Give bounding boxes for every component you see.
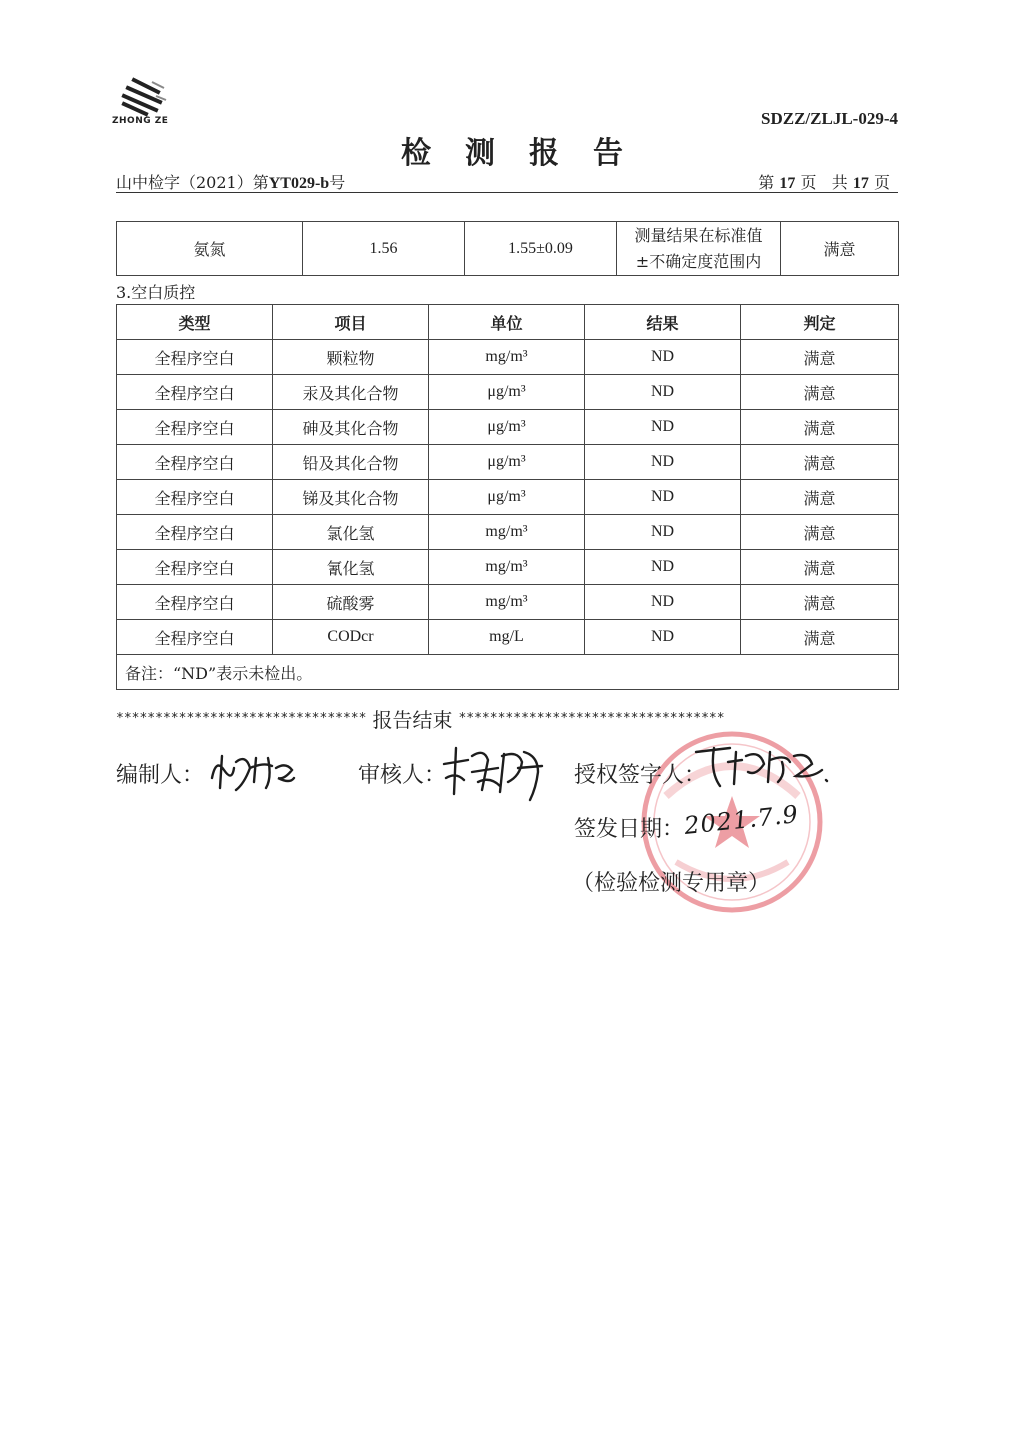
issue-date-value: 2021.7.9 [682, 800, 801, 840]
result-cell: ND [585, 585, 741, 620]
judge-cell: 满意 [741, 340, 899, 375]
type-cell: 全程序空白 [117, 340, 273, 375]
result-cell: ND [585, 340, 741, 375]
item-cell: 氰化氢 [273, 550, 429, 585]
table-header-row [117, 305, 899, 340]
item-cell: 氯化氢 [273, 515, 429, 550]
judge-cell: 满意 [741, 410, 899, 445]
page-current: 17 [779, 175, 796, 192]
report-end-line: ******************************** 报告结束 ********************************** [116, 708, 725, 732]
reviewer-label: 审核人： [358, 763, 447, 788]
authorized-signature-icon [690, 742, 830, 790]
compiler-label: 编制人： [116, 763, 205, 788]
compiler-signature-icon [206, 748, 298, 798]
result-cell: ND [585, 375, 741, 410]
table-row [117, 375, 899, 410]
continued-results-table [116, 221, 899, 276]
header-divider [116, 192, 898, 193]
result-cell: ND [585, 620, 741, 655]
type-cell: 全程序空白 [117, 480, 273, 515]
unit-cell: μg/m³ [429, 445, 585, 480]
judge-cell: 满意 [741, 585, 899, 620]
table-row [117, 410, 899, 445]
standard-cell: 1.55±0.09 [465, 222, 617, 276]
type-cell: 全程序空白 [117, 620, 273, 655]
column-header: 结果 [585, 305, 741, 340]
type-cell: 全程序空白 [117, 585, 273, 620]
column-header: 项目 [273, 305, 429, 340]
judge-cell: 满意 [741, 445, 899, 480]
judge-cell: 满意 [741, 480, 899, 515]
type-cell: 全程序空白 [117, 410, 273, 445]
judge-cell: 满意 [741, 620, 899, 655]
table-row [117, 585, 899, 620]
table-row [117, 620, 899, 655]
issue-date-label: 签发日期： [574, 817, 685, 842]
result-cell: ND [585, 480, 741, 515]
result-cell: ND [585, 515, 741, 550]
result-cell: ND [585, 550, 741, 585]
type-cell: 全程序空白 [117, 445, 273, 480]
document-code: SDZZ/ZLJL-029-4 [761, 109, 898, 128]
judgement-cell: 满意 [781, 222, 899, 276]
column-header: 类型 [117, 305, 273, 340]
item-cell: 硫酸雾 [273, 585, 429, 620]
table-row [117, 550, 899, 585]
item-cell: 锑及其化合物 [273, 480, 429, 515]
seal-caption: （检验检测专用章） [572, 871, 771, 896]
table-row [117, 480, 899, 515]
note-row [117, 655, 899, 690]
item-cell: 砷及其化合物 [273, 410, 429, 445]
item-cell: 颗粒物 [273, 340, 429, 375]
table-row [117, 222, 899, 276]
judge-cell: 满意 [741, 375, 899, 410]
item-cell: 铅及其化合物 [273, 445, 429, 480]
unit-cell: mg/m³ [429, 340, 585, 375]
result-cell: ND [585, 410, 741, 445]
item-cell: CODcr [273, 620, 429, 655]
type-cell: 全程序空白 [117, 515, 273, 550]
table-row [117, 515, 899, 550]
report-end-text: 报告结束 [372, 708, 453, 732]
result-cell: ND [585, 445, 741, 480]
authorized-signatory-label: 授权签字人： [574, 763, 707, 788]
unit-cell: μg/m³ [429, 480, 585, 515]
blank-qc-table [116, 304, 899, 690]
unit-cell: mg/L [429, 620, 585, 655]
unit-cell: μg/m³ [429, 375, 585, 410]
unit-cell: mg/m³ [429, 550, 585, 585]
unit-cell: mg/m³ [429, 515, 585, 550]
page-total: 17 [852, 175, 869, 192]
column-header: 单位 [429, 305, 585, 340]
type-cell: 全程序空白 [117, 550, 273, 585]
judge-cell: 满意 [741, 515, 899, 550]
page-title: 检测报告 [401, 136, 657, 171]
unit-cell: mg/m³ [429, 585, 585, 620]
judge-cell: 满意 [741, 550, 899, 585]
unit-cell: μg/m³ [429, 410, 585, 445]
remark-cell: 测量结果在标准值 ±不确定度范围内 [617, 222, 781, 276]
page-info: 第 17 页 共 17 页 [758, 173, 890, 192]
column-header: 判定 [741, 305, 899, 340]
logo-text: ZHONG ZE [112, 116, 169, 126]
note-cell: 备注：“ND”表示未检出。 [117, 655, 899, 690]
report-number: 山中检字（2021）第YT029-b号 [116, 173, 346, 192]
section-title: 3.空白质控 [116, 283, 196, 302]
result-cell: 1.56 [303, 222, 465, 276]
table-row [117, 445, 899, 480]
item-cell: 汞及其化合物 [273, 375, 429, 410]
reviewer-signature-icon [438, 742, 548, 804]
item-cell: 氨氮 [117, 222, 303, 276]
table-row [117, 340, 899, 375]
type-cell: 全程序空白 [117, 375, 273, 410]
